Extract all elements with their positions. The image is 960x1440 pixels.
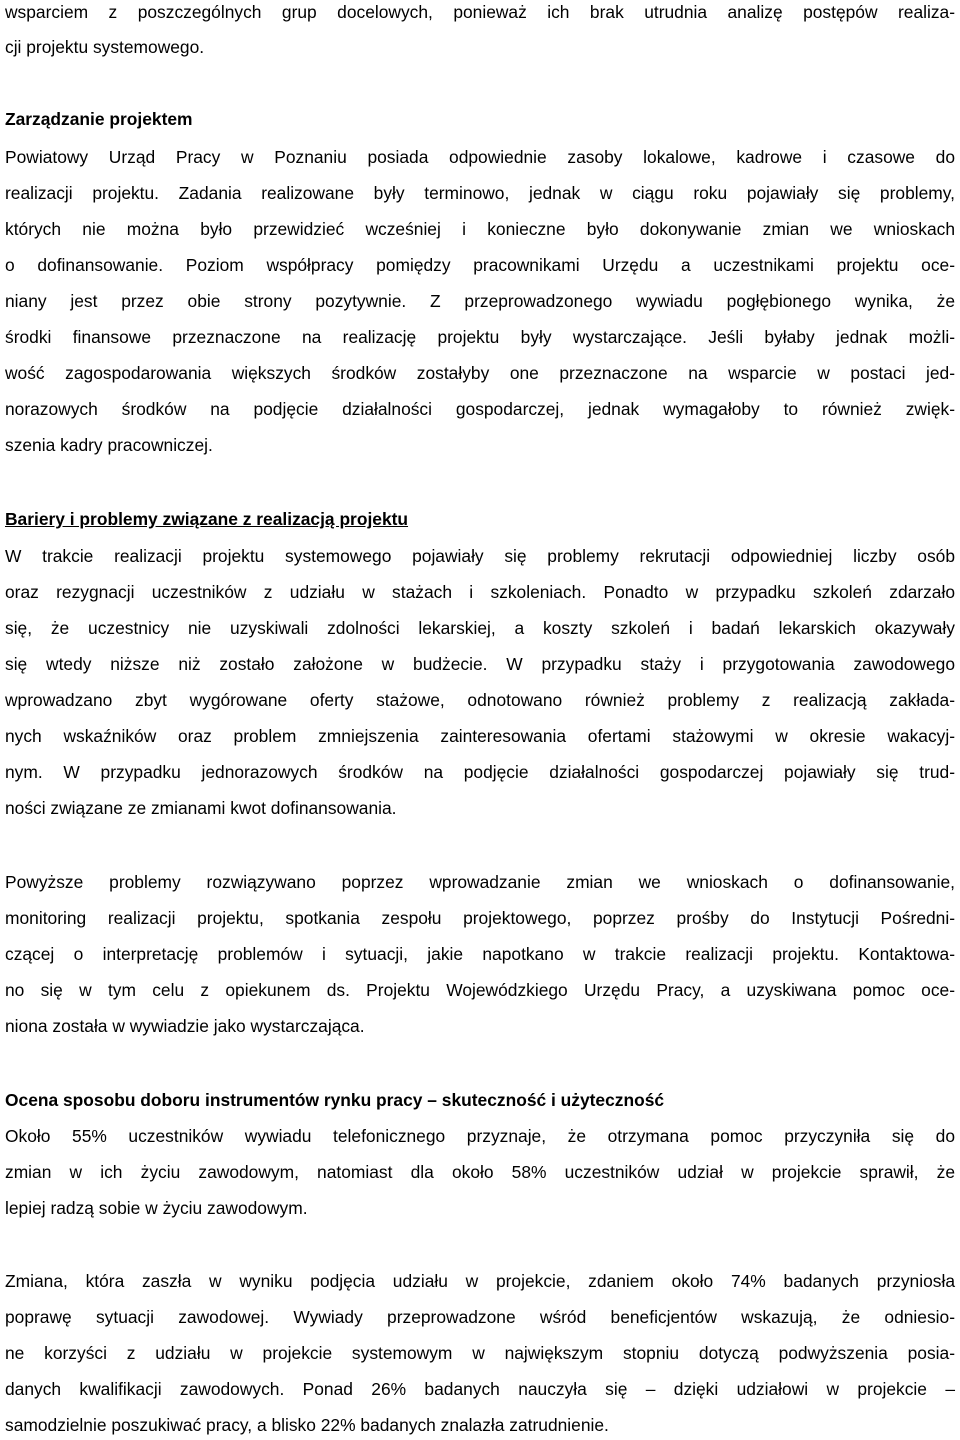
body-line: Zmiana, która zaszła w wyniku podjęcia udziału w projekcie, zdaniem około 74% badanych przyniosła [5, 1271, 955, 1291]
section-heading-project-management: Zarządzanie projektem [5, 109, 193, 129]
body-line: W trakcie realizacji projektu systemowego pojawiały się problemy rekrutacji odpowiedniej liczby osób [5, 546, 955, 566]
body-line: środki finansowe przeznaczone na realizację projektu były wystarczające. Jeśli byłaby jednak możli- [5, 327, 955, 347]
body-line: lepiej radzą sobie w życiu zawodowym. [5, 1198, 308, 1218]
body-line: szenia kadry pracowniczej. [5, 435, 213, 455]
body-line: samodzielnie poszukiwać pracy, a blisko 22% badanych znalazła zatrudnienie. [5, 1415, 609, 1435]
body-line: o dofinansowanie. Poziom współpracy pomiędzy pracownikami Urzędu a uczestnikami projektu oce- [5, 255, 955, 275]
body-line: niona została w wywiadzie jako wystarczająca. [5, 1016, 365, 1036]
body-line: danych kwalifikacji zawodowych. Ponad 26% badanych nauczyła się – dzięki udziałowi w projekcie – [5, 1379, 955, 1399]
body-line: Około 55% uczestników wywiadu telefonicznego przyznaje, że otrzymana pomoc przyczyniła się do [5, 1126, 955, 1146]
body-line: Powyższe problemy rozwiązywano poprzez wprowadzanie zmian we wnioskach o dofinansowanie, [5, 872, 955, 892]
body-line: zmian w ich życiu zawodowym, natomiast dla około 58% uczestników udział w projekcie sprawił, że [5, 1162, 955, 1182]
body-line: oraz rezygnacji uczestników z udziału w stażach i szkoleniach. Ponadto w przypadku szkoleń zdarzało [5, 582, 955, 602]
body-line: wprowadzano zbyt wygórowane oferty stażowe, odnotowano również problemy z realizacją zakłada- [5, 690, 955, 710]
body-line: Powiatowy Urząd Pracy w Poznaniu posiada odpowiednie zasoby lokalowe, kadrowe i czasowe do [5, 147, 955, 167]
body-line: których nie można było przewidzieć wcześniej i konieczne było dokonywanie zmian we wnioskach [5, 219, 955, 239]
body-line: nych wskaźników oraz problem zmniejszenia zainteresowania ofertami stażowymi w okresie wakacyj- [5, 726, 955, 746]
body-line: monitoring realizacji projektu, spotkania zespołu projektowego, poprzez prośby do Instytucji Pośredni- [5, 908, 955, 928]
body-line: no się w tym celu z opiekunem ds. Projektu Wojewódzkiego Urzędu Pracy, a uzyskiwana pomoc oce- [5, 980, 955, 1000]
body-line: realizacji projektu. Zadania realizowane były terminowo, jednak w ciągu roku pojawiały się problemy, [5, 183, 955, 203]
body-line: nym. W przypadku jednorazowych środków na podjęcie działalności gospodarczej pojawiały się trud- [5, 762, 955, 782]
body-line: ności związane ze zmianami kwot dofinansowania. [5, 798, 397, 818]
body-line: się wtedy niższe niż zostało założone w budżecie. W przypadku staży i przygotowania zawodowego [5, 654, 955, 674]
body-line: wsparciem z poszczególnych grup docelowych, ponieważ ich brak utrudnia analizę postępów realiza- [5, 2, 955, 22]
body-line: ne korzyści z udziału w projekcie systemowym w największym stopniu dotyczą podwyższenia posia- [5, 1343, 955, 1363]
body-line: norazowych środków na podjęcie działalności gospodarczej, jednak wymagałoby to również zwięk- [5, 399, 955, 419]
body-line: wość zagospodarowania większych środków zostałyby one przeznaczone na wsparcie w postaci jed- [5, 363, 955, 383]
body-line: niany jest przez obie strony pozytywnie. Z przeprowadzonego wywiadu pogłębionego wynika, że [5, 291, 955, 311]
body-line: poprawę sytuacji zawodowej. Wywiady przeprowadzone wśród beneficjentów wskazują, że odniesio- [5, 1307, 955, 1327]
section-heading-barriers: Bariery i problemy związane z realizacją projektu [5, 509, 409, 529]
body-line: czącej o interpretację problemów i sytuacji, jakie napotkano w trakcie realizacji projektu. Kontaktowa- [5, 944, 955, 964]
body-line: cji projektu systemowego. [5, 37, 205, 57]
section-heading-assessment: Ocena sposobu doboru instrumentów rynku pracy – skuteczność i użyteczność [5, 1090, 665, 1110]
body-line: się, że uczestnicy nie uzyskiwali zdolności lekarskiej, a koszty szkoleń i badań lekarskich okazywały [5, 618, 955, 638]
